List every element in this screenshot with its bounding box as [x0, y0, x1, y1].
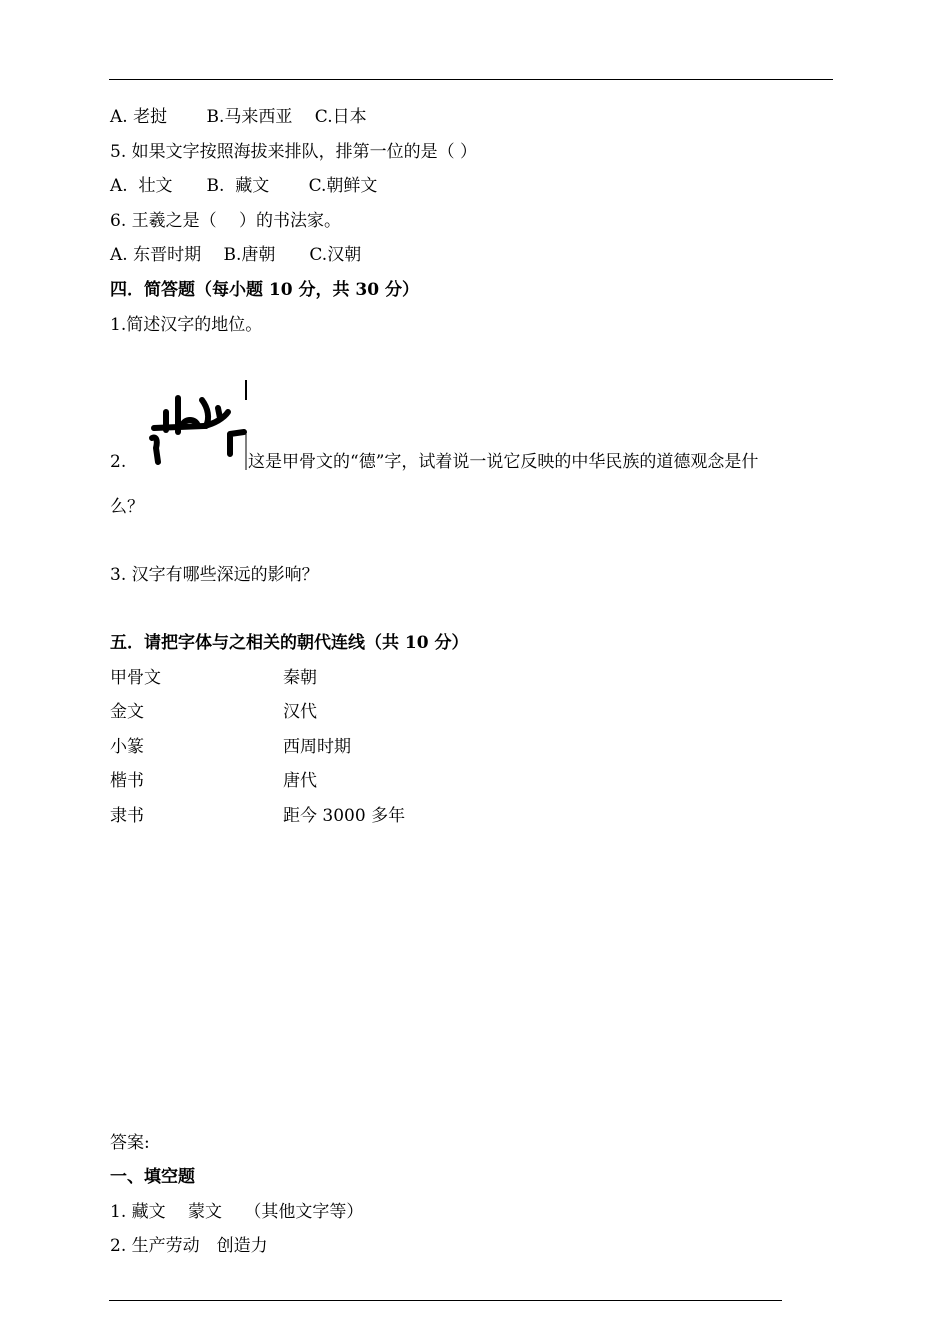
answer-section-1-title: 一、填空题 — [110, 1167, 195, 1187]
script-item: 隶书 — [110, 806, 144, 826]
section-5-title: 五．请把字体与之相关的朝代连线（共 10 分） — [110, 633, 469, 653]
answer-label: 答案: — [110, 1133, 150, 1153]
dynasty-item: 汉代 — [283, 702, 317, 722]
short-answer-2-number: 2. — [110, 452, 127, 472]
question-5: 5. 如果文字按照海拔来排队，排第一位的是（ ） — [110, 142, 478, 162]
dynasty-item: 秦朝 — [283, 668, 317, 688]
short-answer-2-text: 这是甲骨文的“德”字，试着说一说它反映的中华民族的道德观念是什 — [248, 452, 759, 472]
short-answer-2-continued: 么？ — [110, 497, 144, 517]
footer-rule — [109, 1300, 782, 1301]
q5-options: A. 壮文 B. 藏文 C.朝鲜文 — [110, 176, 378, 196]
dynasty-item: 唐代 — [283, 771, 317, 791]
header-rule — [109, 79, 833, 80]
script-item: 金文 — [110, 702, 144, 722]
answer-1: 1. 藏文 蒙文 （其他文字等） — [110, 1202, 364, 1222]
dynasty-item: 西周时期 — [283, 737, 351, 757]
script-item: 小篆 — [110, 737, 144, 757]
q4-options: A. 老挝 B.马来西亚 C.日本 — [110, 107, 367, 127]
q6-options: A. 东晋时期 B.唐朝 C.汉朝 — [110, 245, 362, 265]
short-answer-3: 3. 汉字有哪些深远的影响？ — [110, 565, 319, 585]
script-item: 楷书 — [110, 771, 144, 791]
oracle-bone-de-character-image — [144, 378, 249, 470]
dynasty-item: 距今 3000 多年 — [283, 806, 406, 826]
answer-2: 2. 生产劳动 创造力 — [110, 1236, 268, 1256]
short-answer-1: 1.简述汉字的地位。 — [110, 315, 263, 335]
section-4-title: 四．简答题（每小题 10 分，共 30 分） — [110, 280, 419, 300]
script-item: 甲骨文 — [110, 668, 161, 688]
question-6: 6. 王羲之是（ ）的书法家。 — [110, 211, 342, 231]
